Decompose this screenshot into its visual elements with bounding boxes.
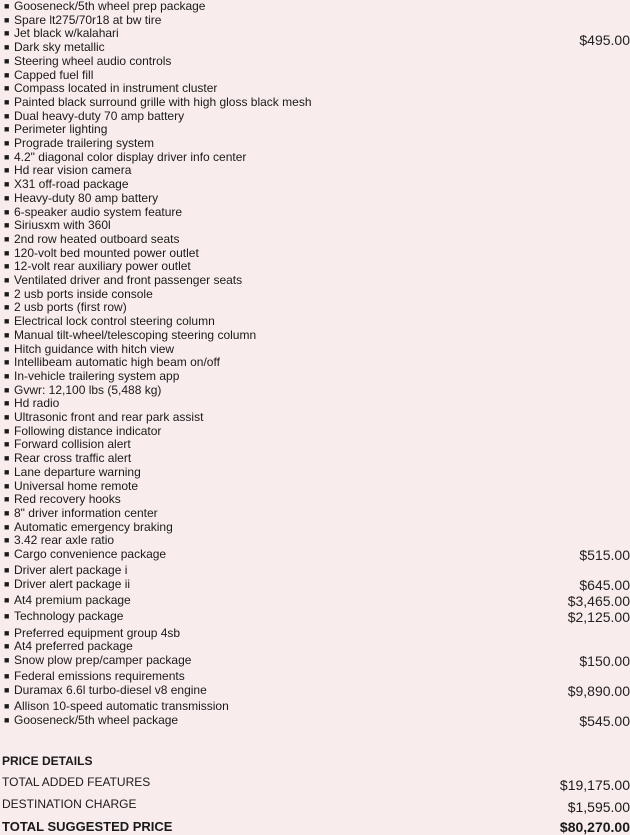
feature-price: $515.00 — [579, 547, 630, 563]
feature-item — [0, 451, 630, 465]
feature-price: $9,890.00 — [567, 682, 630, 699]
feature-name: Forward collision alert — [14, 437, 131, 452]
feature-name: Cargo convenience package — [14, 547, 167, 561]
feature-name: At4 preferred package — [14, 639, 133, 654]
feature-name: Rear cross traffic alert — [14, 451, 132, 466]
feature-price: $495.00 — [579, 32, 630, 49]
feature-item — [0, 191, 630, 205]
feature-name: Ventilated driver and front passenger seats — [14, 273, 243, 287]
bullet-icon: ■ — [4, 96, 10, 107]
feature-name: 2 usb ports (first row) — [14, 300, 127, 315]
bullet-icon: ■ — [4, 165, 10, 176]
feature-price: $2,125.00 — [567, 609, 630, 626]
bullet-icon: ■ — [4, 595, 10, 606]
feature-item — [0, 273, 630, 287]
feature-item — [0, 713, 630, 727]
feature-item — [0, 424, 630, 438]
feature-name: 8" driver information center — [14, 505, 158, 520]
feature-name: Federal emissions requirements — [14, 669, 185, 684]
feature-price: $150.00 — [579, 652, 630, 669]
total-suggested-price-value: $80,270.00 — [559, 819, 630, 835]
bullet-icon: ■ — [4, 192, 10, 203]
feature-name: At4 premium package — [14, 593, 131, 608]
bullet-icon: ■ — [4, 42, 10, 53]
feature-item — [0, 95, 630, 109]
feature-item — [0, 136, 630, 150]
feature-item — [0, 465, 630, 479]
feature-item — [0, 506, 630, 520]
feature-name: Gooseneck/5th wheel package — [14, 712, 179, 727]
bullet-icon: ■ — [4, 671, 10, 682]
feature-name: Hitch guidance with hitch view — [14, 341, 175, 356]
feature-name: Hd radio — [14, 396, 60, 411]
total-added-features-label: TOTAL ADDED FEATURES — [2, 775, 151, 789]
bullet-icon: ■ — [4, 701, 10, 711]
feature-item — [0, 26, 630, 40]
feature-name: 6-speaker audio system feature — [14, 204, 183, 219]
feature-name: Driver alert package ii — [14, 576, 131, 591]
bullet-icon: ■ — [4, 151, 10, 162]
feature-name: Steering wheel audio controls — [14, 53, 172, 68]
bullet-icon: ■ — [4, 14, 10, 25]
price-details-heading: PRICE DETAILS — [2, 754, 93, 768]
bullet-icon: ■ — [4, 565, 10, 576]
bullet-icon: ■ — [4, 206, 10, 217]
feature-name: Gvwr: 12,100 lbs (5,488 kg) — [14, 382, 162, 397]
feature-item — [0, 479, 630, 493]
bullet-icon: ■ — [4, 654, 10, 665]
total-added-features-value: $19,175.00 — [559, 777, 630, 793]
bullet-icon: ■ — [4, 714, 10, 725]
feature-name: 3.42 rear axle ratio — [14, 533, 115, 548]
feature-name: Prograde trailering system — [14, 136, 155, 150]
bullet-icon: ■ — [4, 412, 10, 422]
feature-item — [0, 369, 630, 383]
feature-name: Hd rear vision camera — [14, 163, 132, 178]
bullet-icon: ■ — [4, 627, 10, 638]
total-suggested-price-label: TOTAL SUGGESTED PRICE — [2, 819, 173, 834]
feature-item — [0, 383, 630, 397]
bullet-icon: ■ — [4, 578, 10, 589]
feature-item — [0, 109, 630, 123]
feature-item — [0, 547, 630, 561]
feature-item — [0, 396, 630, 410]
feature-name: 2 usb ports inside console — [14, 286, 153, 301]
bullet-icon: ■ — [4, 535, 10, 546]
bullet-icon: ■ — [4, 316, 10, 327]
destination-charge-label: DESTINATION CHARGE — [2, 797, 137, 811]
feature-item — [0, 342, 630, 356]
bullet-icon: ■ — [4, 480, 10, 491]
feature-item — [0, 533, 630, 547]
feature-name: Lane departure warning — [14, 464, 141, 479]
feature-name: Snow plow prep/camper package — [14, 652, 192, 667]
feature-item — [0, 669, 630, 683]
feature-item — [0, 177, 630, 191]
bullet-icon: ■ — [4, 684, 10, 695]
feature-name: 12-volt rear auxiliary power outlet — [14, 259, 191, 274]
feature-name: Allison 10-speed automatic transmission — [14, 699, 229, 713]
bullet-icon: ■ — [4, 124, 10, 135]
feature-item — [0, 218, 630, 232]
feature-item — [0, 150, 630, 164]
bullet-icon: ■ — [4, 466, 10, 477]
feature-item — [0, 205, 630, 219]
feature-name: Automatic emergency braking — [14, 519, 173, 534]
bullet-icon: ■ — [4, 494, 10, 505]
feature-item — [0, 355, 630, 369]
bullet-icon: ■ — [4, 55, 10, 66]
bullet-icon: ■ — [4, 453, 10, 464]
feature-item — [0, 287, 630, 301]
bullet-icon: ■ — [4, 275, 10, 285]
feature-name: Universal home remote — [14, 478, 139, 493]
feature-name: Red recovery hooks — [14, 492, 121, 507]
feature-price: $645.00 — [579, 576, 630, 593]
bullet-icon: ■ — [4, 302, 10, 313]
feature-item — [0, 653, 630, 667]
feature-item — [0, 492, 630, 506]
feature-item — [0, 520, 630, 534]
feature-item — [0, 609, 630, 626]
feature-name: Heavy-duty 80 amp battery — [14, 190, 159, 205]
feature-name: Jet black w/kalahari — [14, 26, 119, 41]
feature-name: Dual heavy-duty 70 amp battery — [14, 108, 185, 123]
bullet-icon: ■ — [4, 398, 10, 409]
feature-name: Manual tilt-wheel/telescoping steering column — [14, 327, 257, 342]
bullet-icon: ■ — [4, 138, 10, 148]
feature-item — [0, 699, 630, 713]
bullet-icon: ■ — [4, 357, 10, 368]
bullet-icon: ■ — [4, 261, 10, 272]
bullet-icon: ■ — [4, 179, 10, 190]
feature-item — [0, 259, 630, 273]
feature-name: Gooseneck/5th wheel prep package — [14, 0, 206, 13]
feature-name: Following distance indicator — [14, 423, 162, 438]
feature-name: Intellibeam automatic high beam on/off — [14, 355, 220, 370]
feature-name: 120-volt bed mounted power outlet — [14, 245, 199, 260]
bullet-icon: ■ — [4, 247, 10, 258]
destination-charge-value: $1,595.00 — [567, 799, 630, 815]
feature-item — [0, 683, 630, 697]
bullet-icon: ■ — [4, 288, 10, 299]
feature-item — [0, 163, 630, 177]
feature-name: Compass located in instrument cluster — [14, 81, 218, 96]
feature-name: Spare lt275/70r18 at bw tire — [14, 12, 162, 27]
bullet-icon: ■ — [4, 83, 10, 94]
feature-name: Perimeter lighting — [14, 122, 108, 137]
feature-name: Driver alert package i — [14, 563, 128, 578]
feature-price: $3,465.00 — [567, 593, 630, 610]
bullet-icon: ■ — [4, 611, 10, 622]
feature-item — [0, 232, 630, 246]
feature-item — [0, 68, 630, 82]
bullet-icon: ■ — [4, 439, 10, 450]
feature-item — [0, 577, 630, 591]
feature-price: $545.00 — [579, 712, 630, 729]
feature-name: Painted black surround grille with high gloss black mesh — [14, 94, 312, 109]
bullet-icon: ■ — [4, 69, 10, 80]
bullet-icon: ■ — [4, 343, 10, 354]
bullet-icon: ■ — [4, 329, 10, 340]
feature-item — [0, 0, 630, 13]
feature-name: Ultrasonic front and rear park assist — [14, 410, 204, 424]
bullet-icon: ■ — [4, 110, 10, 121]
bullet-icon: ■ — [4, 507, 10, 518]
feature-name: Dark sky metallic — [14, 40, 105, 55]
feature-item — [0, 410, 630, 424]
feature-name: 4.2" diagonal color display driver info center — [14, 149, 247, 164]
feature-item — [0, 314, 630, 328]
feature-item — [0, 300, 630, 314]
feature-item — [0, 246, 630, 260]
feature-item — [0, 563, 630, 577]
feature-item — [0, 437, 630, 451]
bullet-icon: ■ — [4, 425, 10, 436]
feature-name: Preferred equipment group 4sb — [14, 625, 181, 640]
feature-item — [0, 54, 630, 68]
feature-name: In-vehicle trailering system app — [14, 368, 180, 383]
feature-name: X31 off-road package — [14, 177, 129, 192]
bullet-icon: ■ — [4, 233, 10, 244]
feature-name: Technology package — [14, 609, 124, 624]
feature-item — [0, 81, 630, 95]
feature-item — [0, 13, 630, 27]
bullet-icon: ■ — [4, 28, 10, 39]
bullet-icon: ■ — [4, 641, 10, 652]
bullet-icon: ■ — [4, 1, 10, 11]
bullet-icon: ■ — [4, 220, 10, 231]
feature-item — [0, 122, 630, 136]
bullet-icon: ■ — [4, 370, 10, 381]
feature-item — [0, 626, 630, 640]
feature-item — [0, 328, 630, 342]
bullet-icon: ■ — [4, 384, 10, 395]
feature-name: Siriusxm with 360l — [14, 218, 111, 233]
feature-name: Duramax 6.6l turbo-diesel v8 engine — [14, 682, 207, 697]
feature-item — [0, 639, 630, 653]
feature-name: Electrical lock control steering column — [14, 314, 215, 329]
bullet-icon: ■ — [4, 521, 10, 532]
feature-name: 2nd row heated outboard seats — [14, 231, 180, 246]
bullet-icon: ■ — [4, 549, 10, 559]
feature-name: Capped fuel fill — [14, 67, 94, 82]
feature-item — [0, 593, 630, 610]
